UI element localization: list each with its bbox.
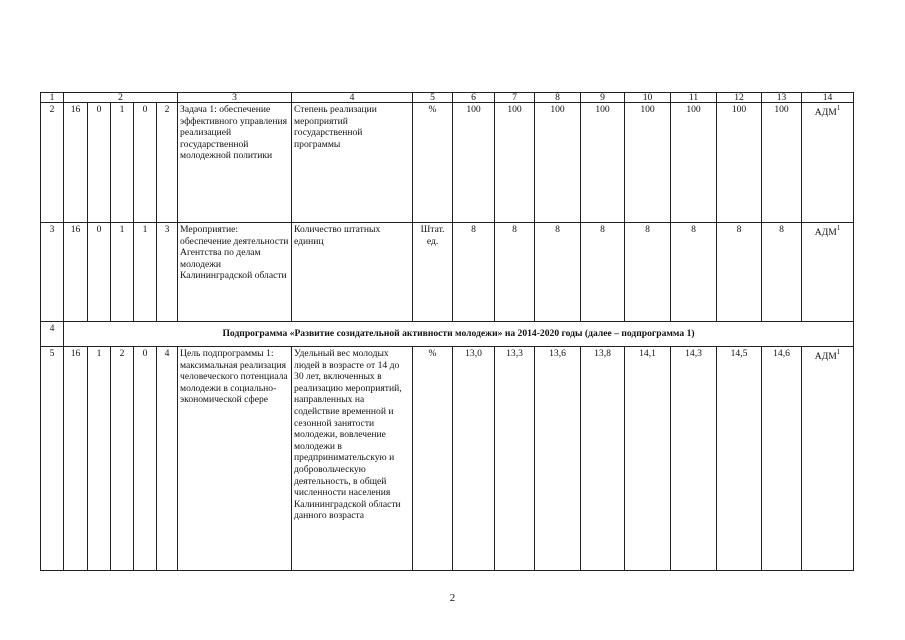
responsible-label: АДМ <box>814 227 837 239</box>
responsible-label: АДМ <box>814 351 837 363</box>
code-cell: 0 <box>134 347 157 571</box>
code-cell: 1 <box>111 103 134 223</box>
indicators-table <box>40 92 854 571</box>
subprogram-title: Подпрограмма «Развитие созидательной активности молодежи» на 2014-2020 годы (далее – подпрограмма 1) <box>64 322 854 347</box>
header-cell: 11 <box>671 93 717 103</box>
value-cell: 100 <box>581 103 625 223</box>
value-cell: 8 <box>495 223 535 322</box>
table-row <box>41 103 854 223</box>
code-cell: 1 <box>111 223 134 322</box>
value-cell: 100 <box>453 103 495 223</box>
value-cell: 8 <box>671 223 717 322</box>
header-cell: 12 <box>717 93 762 103</box>
value-cell: 100 <box>671 103 717 223</box>
table-row <box>41 223 854 322</box>
code-cell: 0 <box>88 103 111 223</box>
code-cell: 0 <box>134 103 157 223</box>
value-cell: 13,3 <box>495 347 535 571</box>
value-cell: 100 <box>717 103 762 223</box>
value-cell: 13,6 <box>535 347 581 571</box>
footnote-mark: 1 <box>836 348 841 356</box>
value-cell: 100 <box>535 103 581 223</box>
responsible-label: АДМ <box>814 107 837 119</box>
subprogram-row <box>41 322 854 347</box>
code-cell: 16 <box>64 223 88 322</box>
header-cell: 8 <box>535 93 581 103</box>
code-cell: 1 <box>88 347 111 571</box>
task-name: Мероприятие: обеспечение деятельности Агентства по делам молодежи Калининградской области <box>178 223 292 322</box>
responsible-cell <box>802 103 854 223</box>
value-cell: 8 <box>625 223 671 322</box>
value-cell: 14,3 <box>671 347 717 571</box>
row-number: 2 <box>41 103 64 223</box>
value-cell: 14,5 <box>717 347 762 571</box>
header-cell: 7 <box>495 93 535 103</box>
header-cell: 4 <box>292 93 413 103</box>
value-cell: 13,0 <box>453 347 495 571</box>
responsible-cell <box>802 347 854 571</box>
header-cell: 2 <box>64 93 178 103</box>
task-name: Задача 1: обеспечение эффективного управления реализацией государственной молодежной политики <box>178 103 292 223</box>
code-cell: 16 <box>64 103 88 223</box>
value-cell: 8 <box>717 223 762 322</box>
indicator-name: Степень реализации мероприятий государственной программы <box>292 103 413 223</box>
code-cell: 2 <box>111 347 134 571</box>
value-cell: 100 <box>495 103 535 223</box>
task-name: Цель подпрограммы 1: максимальная реализация человеческого потенциала молодежи в социально-экономической сфере <box>178 347 292 571</box>
footnote-mark: 1 <box>836 104 841 112</box>
header-cell: 3 <box>178 93 292 103</box>
value-cell: 14,1 <box>625 347 671 571</box>
table-row <box>41 347 854 571</box>
value-cell: 14,6 <box>762 347 802 571</box>
responsible-cell <box>802 223 854 322</box>
code-cell: 0 <box>88 223 111 322</box>
header-cell: 5 <box>413 93 453 103</box>
code-cell: 1 <box>134 223 157 322</box>
value-cell: 8 <box>535 223 581 322</box>
unit-cell: Штат. ед. <box>413 223 453 322</box>
value-cell: 100 <box>762 103 802 223</box>
row-number: 4 <box>41 322 64 347</box>
value-cell: 8 <box>581 223 625 322</box>
header-cell: 6 <box>453 93 495 103</box>
indicator-name: Количество штатных единиц <box>292 223 413 322</box>
header-cell: 1 <box>41 93 64 103</box>
header-cell: 9 <box>581 93 625 103</box>
indicator-name: Удельный вес молодых людей в возрасте от 14 до 30 лет, включенных в реализацию мероприятий, направленных на содействие временной и сезонной занятости молодежи, вовлечение молодежи в предпринимательскую и добровольческую деятельность, в общей численности населения Калининградской области данного возраста <box>292 347 413 571</box>
page-number: 2 <box>449 592 456 604</box>
code-cell: 3 <box>157 223 178 322</box>
header-row <box>41 93 854 103</box>
unit-cell: % <box>413 347 453 571</box>
value-cell: 8 <box>762 223 802 322</box>
row-number: 5 <box>41 347 64 571</box>
header-cell: 10 <box>625 93 671 103</box>
value-cell: 13,8 <box>581 347 625 571</box>
code-cell: 16 <box>64 347 88 571</box>
row-number: 3 <box>41 223 64 322</box>
value-cell: 100 <box>625 103 671 223</box>
value-cell: 8 <box>453 223 495 322</box>
footnote-mark: 1 <box>836 224 841 232</box>
code-cell: 4 <box>157 347 178 571</box>
code-cell: 2 <box>157 103 178 223</box>
unit-cell: % <box>413 103 453 223</box>
header-cell: 13 <box>762 93 802 103</box>
header-cell: 14 <box>802 93 854 103</box>
